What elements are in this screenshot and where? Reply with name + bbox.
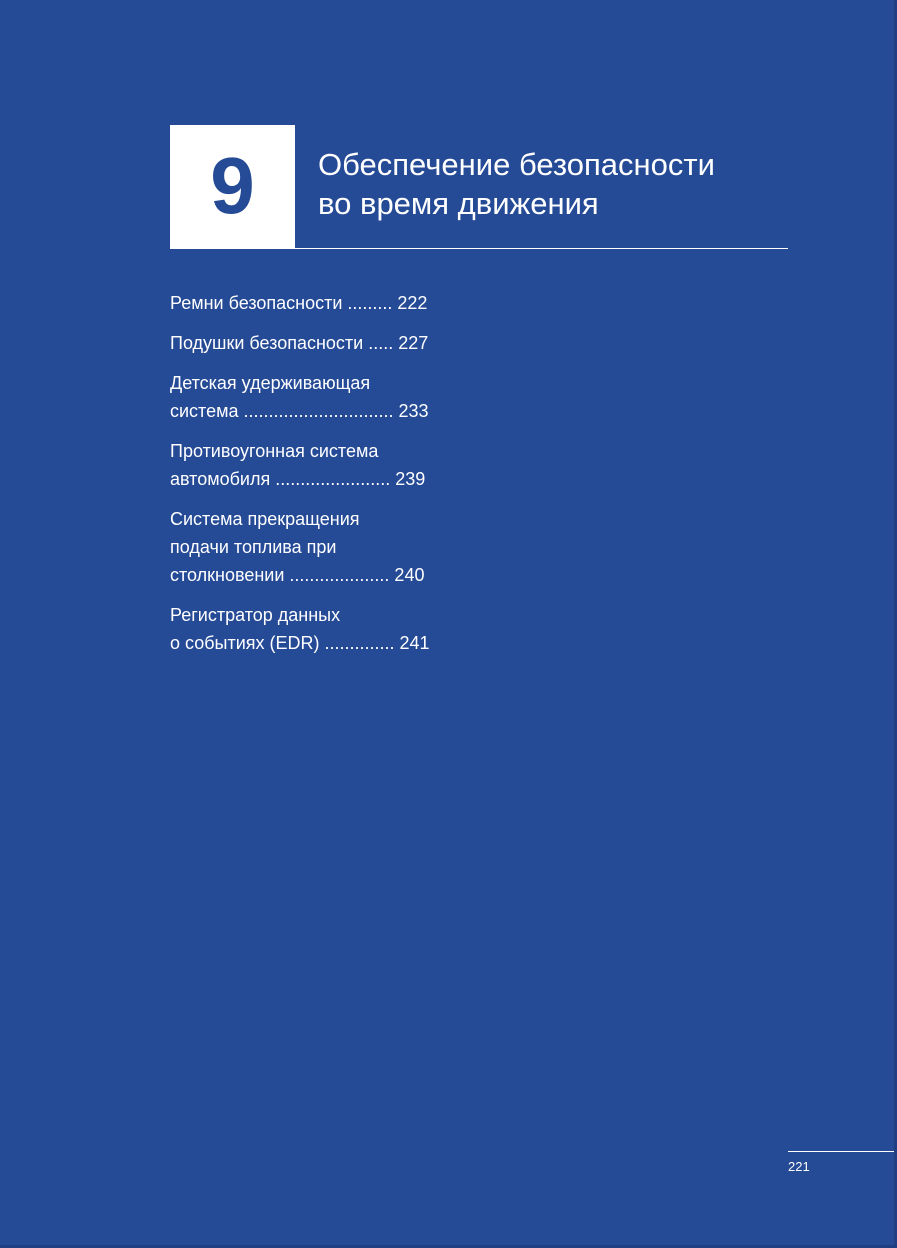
toc-line: о событиях (EDR) .............. 241: [170, 633, 430, 653]
toc-item-fuel-cutoff[interactable]: [170, 505, 470, 589]
toc-line: автомобиля ....................... 239: [170, 469, 426, 489]
toc-item-event-data-recorder[interactable]: [170, 601, 470, 657]
toc-line: Подушки безопасности ..... 227: [170, 333, 429, 353]
toc-item-child-restraint[interactable]: [170, 369, 470, 425]
chapter-title: [318, 145, 788, 223]
footer-divider: [788, 1151, 894, 1152]
toc-line: Противоугонная система: [170, 441, 379, 461]
toc-line: подачи топлива при: [170, 537, 337, 557]
toc-item-seat-belts[interactable]: [170, 289, 470, 317]
chapter-number: 9: [210, 141, 255, 230]
toc-line: столкновении .................... 240: [170, 565, 425, 585]
toc-item-anti-theft[interactable]: [170, 437, 470, 493]
toc-line: Регистратор данных: [170, 605, 341, 625]
chapter-title-line-2: во время движения: [318, 186, 599, 221]
page-number: 221: [788, 1159, 810, 1174]
title-divider: [295, 248, 788, 249]
chapter-number-box: [170, 125, 295, 249]
table-of-contents: [170, 289, 470, 669]
toc-item-airbags[interactable]: [170, 329, 470, 357]
toc-line: Система прекращения: [170, 509, 360, 529]
chapter-title-line-1: Обеспечение безопасности: [318, 147, 715, 182]
toc-line: Детская удерживающая: [170, 373, 371, 393]
toc-line: система .............................. 233: [170, 401, 429, 421]
toc-line: Ремни безопасности ......... 222: [170, 293, 428, 313]
